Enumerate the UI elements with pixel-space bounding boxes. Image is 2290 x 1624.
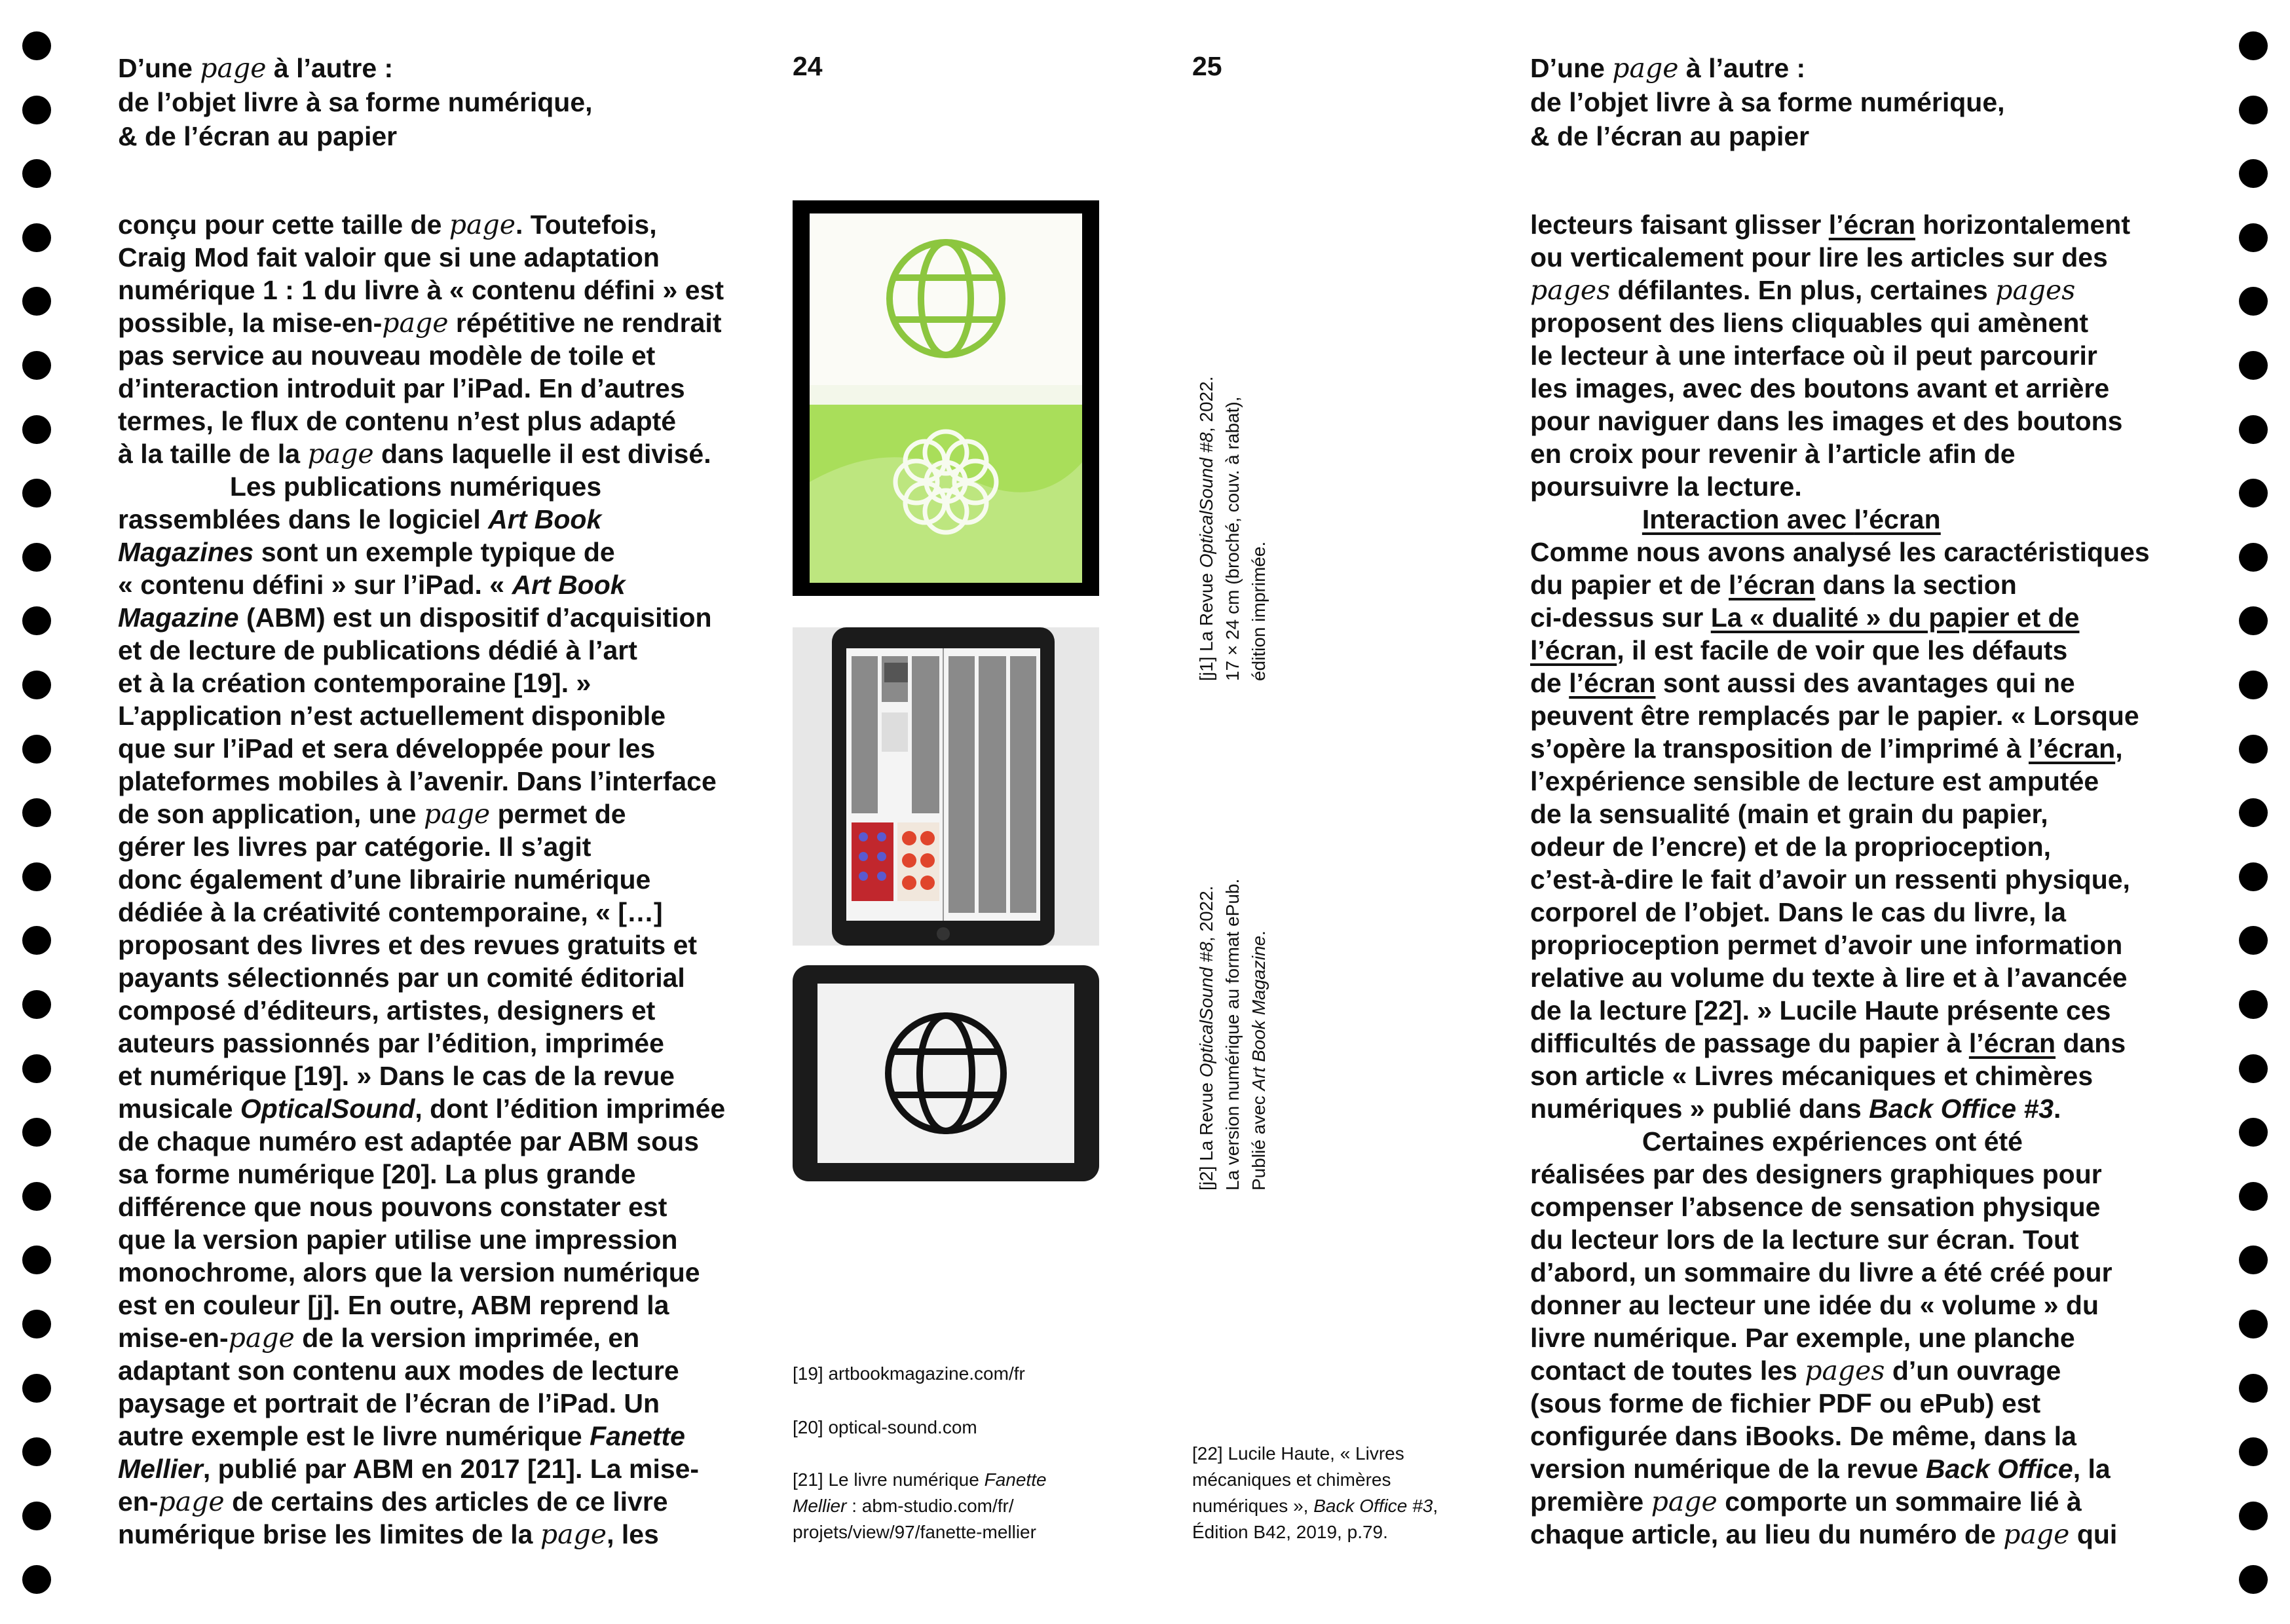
- text-line: c’est-à-dire le fait d’avoir un ressenti physique,: [1530, 864, 2130, 895]
- binding-dot: [22, 1565, 51, 1594]
- binding-dot: [22, 606, 51, 635]
- binding-dot: [2239, 159, 2268, 188]
- binding-dot: [2239, 1310, 2268, 1338]
- binding-dot: [2239, 415, 2268, 444]
- binding-dot: [2239, 1182, 2268, 1211]
- text-line: lecteurs faisant glisser l’écran horizontalement: [1530, 210, 2130, 240]
- text-line: version numérique de la revue Back Office, la: [1530, 1454, 2111, 1484]
- text-line: Interaction avec l’écran: [1642, 504, 1941, 534]
- text-line: proposant des livres et des revues gratuits et: [118, 930, 698, 960]
- text-line: paysage et portrait de l’écran de l’iPad. Un: [118, 1388, 660, 1418]
- binding-dot: [2239, 1565, 2268, 1594]
- binding-dot: [22, 1246, 51, 1274]
- text-line: et numérique [19]. » Dans le cas de la revue: [118, 1061, 675, 1091]
- binding-dot: [2239, 96, 2268, 124]
- text-line: les images, avec des boutons avant et arrière: [1530, 373, 2110, 403]
- text-line: de l’écran sont aussi des avantages qui ne: [1530, 668, 2075, 698]
- text-line: que sur l’iPad et sera développée pour les: [118, 733, 656, 764]
- text-line: de chaque numéro est adaptée par ABM sous: [118, 1126, 700, 1156]
- text-line: (sous forme de fichier PDF ou ePub) est: [1530, 1388, 2041, 1418]
- binding-dot: [22, 1054, 51, 1083]
- figure-j2-tablet-spread: [793, 627, 1099, 946]
- binding-dot: [2239, 1054, 2268, 1083]
- binding-dot: [2239, 31, 2268, 60]
- text-line: Craig Mod fait valoir que si une adaptation: [118, 242, 660, 272]
- text-line: pages défilantes. En plus, certaines pages: [1530, 274, 2076, 306]
- text-line: et à la création contemporaine [19]. »: [118, 668, 591, 698]
- binding-dot: [2239, 287, 2268, 316]
- text-line: composé d’éditeurs, artistes, designers et: [118, 995, 656, 1025]
- binding-dot: [22, 96, 51, 124]
- page-number-left: 24: [793, 51, 823, 81]
- text-line: est en couleur [j]. En outre, ABM reprend la: [118, 1290, 669, 1320]
- text-line: possible, la mise-en-page répétitive ne rendrait: [118, 307, 722, 339]
- binding-dot: [22, 735, 51, 764]
- text-line: le lecteur à une interface où il peut parcourir: [1530, 341, 2097, 371]
- binding-dot: [2239, 735, 2268, 764]
- binding-dot: [22, 415, 51, 444]
- text-line: à la taille de la page dans laquelle il est divisé.: [118, 438, 711, 470]
- text-line: relative au volume du texte à lire et à l’avancée: [1530, 963, 2128, 993]
- binding-dot: [22, 223, 51, 252]
- text-line: ci-dessus sur La « dualité » du papier et de: [1530, 602, 2080, 633]
- binding-dot: [22, 351, 51, 380]
- text-line: « contenu défini » sur l’iPad. « Art Book: [118, 570, 626, 600]
- text-line: l’écran, il est facile de voir que les défauts: [1530, 635, 2068, 665]
- footnote-20: [20] optical-sound.com: [793, 1417, 977, 1437]
- binding-dot: [2239, 926, 2268, 955]
- binding-dot: [22, 671, 51, 699]
- text-line: d’abord, un sommaire du livre a été créé pour: [1530, 1257, 2112, 1287]
- text-line: numérique 1 : 1 du livre à « contenu défini » est: [118, 275, 724, 305]
- text-line: Magazines sont un exemple typique de: [118, 537, 615, 567]
- text-line: du lecteur lors de la lecture sur écran. Tout: [1530, 1225, 2079, 1255]
- text-line: Les publications numériques: [118, 471, 602, 502]
- text-line: pour naviguer dans les images et des boutons: [1530, 406, 2123, 436]
- text-line: configurée dans iBooks. De même, dans la: [1530, 1421, 2076, 1451]
- text-line: musicale OpticalSound, dont l’édition imprimée: [118, 1094, 726, 1124]
- binding-dot: [22, 1310, 51, 1338]
- text-line: compenser l’absence de sensation physique: [1530, 1192, 2101, 1222]
- binding-dot: [22, 1502, 51, 1530]
- footnote-21: [21] Le livre numérique Fanette Mellier : abm-studio.com/fr/ projets/view/97/fanette-mellier: [793, 1469, 1047, 1542]
- binding-dot: [22, 543, 51, 572]
- text-line: monochrome, alors que la version numérique: [118, 1257, 700, 1287]
- text-line: dédiée à la créativité contemporaine, « […]: [118, 897, 663, 927]
- text-line: odeur de l’encre) et de la proprioception,: [1530, 832, 2052, 862]
- text-line: Comme nous avons analysé les caractéristiques: [1530, 537, 2150, 567]
- text-line: chaque article, au lieu du numéro de page qui: [1530, 1519, 2118, 1550]
- text-line: termes, le flux de contenu n’est plus adapté: [118, 406, 677, 436]
- text-line: L’application n’est actuellement disponible: [118, 701, 666, 731]
- text-line: conçu pour cette taille de page. Toutefois,: [118, 209, 657, 240]
- text-line: payants sélectionnés par un comité éditorial: [118, 963, 685, 993]
- text-line: difficultés de passage du papier à l’écran dans: [1530, 1028, 2126, 1058]
- binding-dot: [2239, 1502, 2268, 1530]
- running-head-left: D’une page à l’autre : de l’objet livre à sa forme numérique, & de l’écran au papier: [118, 52, 593, 151]
- binding-dot: [22, 990, 51, 1019]
- binding-dot: [22, 1118, 51, 1147]
- body-text-left: [118, 208, 725, 1551]
- binding-dot: [2239, 671, 2268, 699]
- text-line: de la lecture [22]. » Lucile Haute présente ces: [1530, 995, 2111, 1025]
- text-line: numérique brise les limites de la page, les: [118, 1519, 659, 1550]
- text-line: en-page de certains des articles de ce livre: [118, 1486, 668, 1517]
- text-line: sa forme numérique [20]. La plus grande: [118, 1159, 636, 1189]
- binding-dot: [2239, 1437, 2268, 1466]
- caption-j1: [j1] La Revue OpticalSound #8, 2022. 17 × 24 cm (broché, couv. à rabat), édition imprimée.: [1196, 376, 1269, 681]
- text-line: en croix pour revenir à l’article afin de: [1530, 439, 2016, 469]
- text-line: l’expérience sensible de lecture est amputée: [1530, 766, 2099, 796]
- text-line: adaptant son contenu aux modes de lecture: [118, 1356, 679, 1386]
- text-line: contact de toutes les pages d’un ouvrage: [1530, 1355, 2061, 1386]
- text-line: Magazine (ABM) est un dispositif d’acquisition: [118, 602, 712, 633]
- binding-dot: [22, 1182, 51, 1211]
- text-line: plateformes mobiles à l’avenir. Dans l’interface: [118, 766, 717, 796]
- footnote-19: [19] artbookmagazine.com/fr: [793, 1363, 1025, 1384]
- text-line: réalisées par des designers graphiques pour: [1530, 1159, 2102, 1189]
- text-line: donc également d’une librairie numérique: [118, 864, 651, 895]
- text-line: première page comporte un sommaire lié à: [1530, 1486, 2082, 1517]
- footnote-22: [22] Lucile Haute, « Livres mécaniques et chimères numériques », Back Office #3, Édition B42, 2019, p.79.: [1192, 1443, 1438, 1542]
- binding-dot: [2239, 351, 2268, 380]
- binding-dot: [22, 1374, 51, 1403]
- figure-j2-tablet-globe: [793, 965, 1099, 1181]
- text-line: rassemblées dans le logiciel Art Book: [118, 504, 602, 534]
- binding-dot: [22, 1437, 51, 1466]
- binding-dot: [2239, 1118, 2268, 1147]
- text-line: s’opère la transposition de l’imprimé à l’écran,: [1530, 733, 2123, 764]
- text-line: proposent des liens cliquables qui amènent: [1530, 308, 2089, 338]
- binding-dot: [22, 287, 51, 316]
- binding-dot: [22, 31, 51, 60]
- text-line: auteurs passionnés par l’édition, imprimée: [118, 1028, 664, 1058]
- text-line: peuvent être remplacés par le papier. « Lorsque: [1530, 701, 2139, 731]
- binding-dot: [2239, 862, 2268, 891]
- text-line: mise-en-page de la version imprimée, en: [118, 1322, 640, 1354]
- text-line: poursuivre la lecture.: [1530, 471, 1802, 502]
- text-line: de la sensualité (main et grain du papier,: [1530, 799, 2048, 829]
- text-line: pas service au nouveau modèle de toile et: [118, 341, 656, 371]
- text-line: gérer les livres par catégorie. Il s’agit: [118, 832, 591, 862]
- text-line: son article « Livres mécaniques et chimères: [1530, 1061, 2093, 1091]
- text-line: que la version papier utilise une impression: [118, 1225, 678, 1255]
- figure-j1-printed-magazine: [793, 200, 1099, 596]
- binding-dot: [22, 862, 51, 891]
- text-line: livre numérique. Par exemple, une planche: [1530, 1323, 2075, 1353]
- binding-dot: [2239, 543, 2268, 572]
- text-line: proprioception permet d’avoir une information: [1530, 930, 2123, 960]
- text-line: d’interaction introduit par l’iPad. En d’autres: [118, 373, 685, 403]
- binding-dot: [2239, 1374, 2268, 1403]
- body-text-right: [1530, 208, 2150, 1551]
- binding-dot: [22, 798, 51, 827]
- text-line: corporel de l’objet. Dans le cas du livre, la: [1530, 897, 2066, 927]
- text-line: de son application, une page permet de: [118, 798, 626, 830]
- text-line: donner au lecteur une idée du « volume » du: [1530, 1290, 2099, 1320]
- binding-dot: [2239, 990, 2268, 1019]
- text-line: différence que nous pouvons constater est: [118, 1192, 667, 1222]
- text-line: Certaines expériences ont été: [1530, 1126, 2023, 1156]
- binding-dot: [2239, 606, 2268, 635]
- binding-dot: [22, 159, 51, 188]
- text-line: Mellier, publié par ABM en 2017 [21]. La mise-: [118, 1454, 700, 1484]
- binding-dot: [22, 479, 51, 507]
- text-line: numériques » publié dans Back Office #3.: [1530, 1094, 2061, 1124]
- binding-dot: [2239, 223, 2268, 252]
- running-head-right: D’une page à l’autre : de l’objet livre à sa forme numérique, & de l’écran au papier: [1530, 52, 2005, 151]
- binding-dot: [22, 926, 51, 955]
- binding-dot: [2239, 1246, 2268, 1274]
- page-number-right: 25: [1192, 51, 1222, 81]
- binding-dot: [2239, 479, 2268, 507]
- caption-j2: [j2] La Revue OpticalSound #8, 2022. La version numérique au format ePub. Publié avec Art Book Magazine.: [1196, 878, 1269, 1190]
- text-line: ou verticalement pour lire les articles sur des: [1530, 242, 2108, 272]
- text-line: du papier et de l’écran dans la section: [1530, 570, 2017, 600]
- binding-dot: [2239, 798, 2268, 827]
- text-line: autre exemple est le livre numérique Fanette: [118, 1421, 685, 1451]
- text-line: et de lecture de publications dédié à l’art: [118, 635, 637, 665]
